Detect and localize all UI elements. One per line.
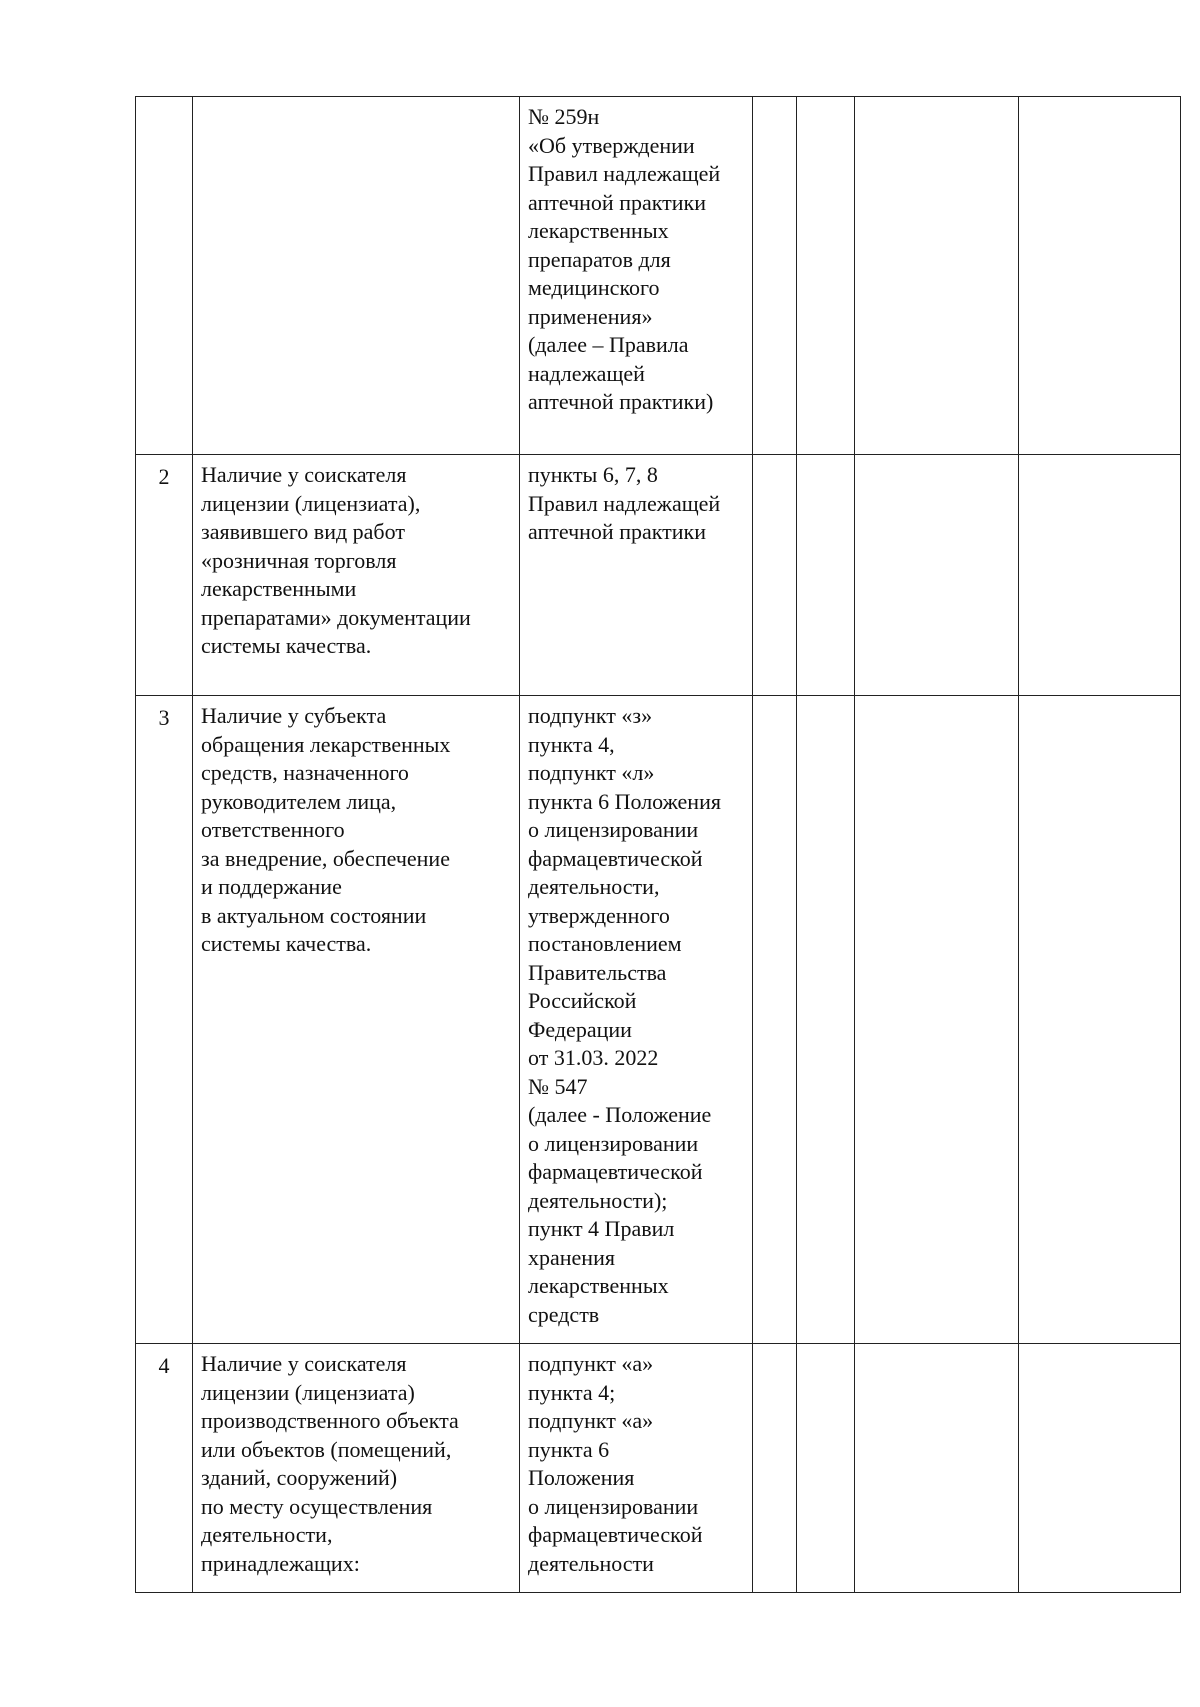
reference-cell: № 259н «Об утверждении Правил надлежащей аптечной практики лекарственных препаратов для медицинского применения» (далее – Правила надлежащей аптечной практики) <box>520 97 753 455</box>
blank-cell <box>855 455 1019 696</box>
reference-cell: подпункт «а» пункта 4; подпункт «а» пункта 6 Положения о лицензировании фармацевтической деятельности <box>520 1344 753 1593</box>
blank-cell <box>753 455 797 696</box>
table-row <box>136 1344 1181 1593</box>
blank-cell <box>797 97 855 455</box>
requirement-cell: Наличие у соискателя лицензии (лицензиата), заявившего вид работ «розничная торговля лекарственными препаратами» документации системы качества. <box>193 455 520 696</box>
table-row <box>136 696 1181 1344</box>
blank-cell <box>855 1344 1019 1593</box>
blank-cell <box>1019 97 1181 455</box>
blank-cell <box>797 696 855 1344</box>
blank-cell <box>855 696 1019 1344</box>
row-number <box>136 97 193 455</box>
blank-cell <box>855 97 1019 455</box>
requirement-cell <box>193 97 520 455</box>
row-number: 2 <box>136 455 193 696</box>
table-row <box>136 97 1181 455</box>
blank-cell <box>1019 455 1181 696</box>
reference-cell: подпункт «з» пункта 4, подпункт «л» пункта 6 Положения о лицензировании фармацевтической деятельности, утвержденного постановлением Правительства Российской Федерации от 31.03. 2022 № 547 (далее - Положение о лицензировании фармацевтической деятельности); пункт 4 Правил хранения лекарственных средств <box>520 696 753 1344</box>
blank-cell <box>797 1344 855 1593</box>
row-number: 3 <box>136 696 193 1344</box>
row-number: 4 <box>136 1344 193 1593</box>
blank-cell <box>753 1344 797 1593</box>
blank-cell <box>753 97 797 455</box>
reference-cell: пункты 6, 7, 8 Правил надлежащей аптечной практики <box>520 455 753 696</box>
requirement-cell: Наличие у субъекта обращения лекарственных средств, назначенного руководителем лица, ответственного за внедрение, обеспечение и поддержание в актуальном состоянии системы качества. <box>193 696 520 1344</box>
blank-cell <box>1019 1344 1181 1593</box>
requirement-cell: Наличие у соискателя лицензии (лицензиата) производственного объекта или объектов (помещений, зданий, сооружений) по месту осуществления деятельности, принадлежащих: <box>193 1344 520 1593</box>
blank-cell <box>753 696 797 1344</box>
table-row <box>136 455 1181 696</box>
blank-cell <box>797 455 855 696</box>
blank-cell <box>1019 696 1181 1344</box>
requirements-table <box>135 96 1181 1593</box>
